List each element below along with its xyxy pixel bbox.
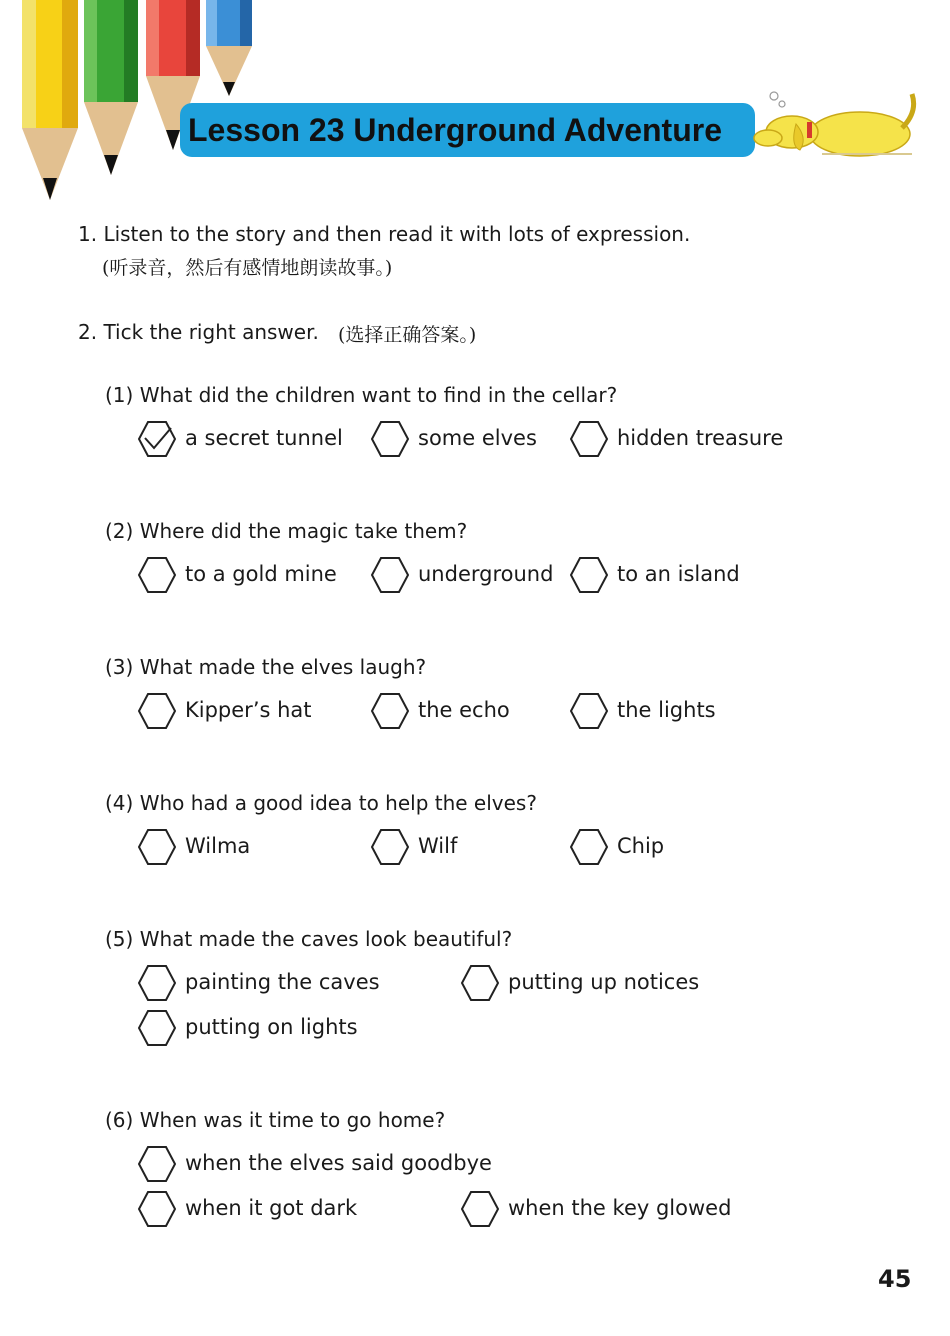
answer-option-label[interactable]: painting the caves (185, 970, 380, 994)
answer-option-label[interactable]: the lights (617, 698, 716, 722)
hexagon-checkbox-icon[interactable] (371, 557, 409, 593)
hexagon-checkbox-icon[interactable] (371, 693, 409, 729)
answer-option-label[interactable]: the echo (418, 698, 510, 722)
lesson-title: Lesson 23 Underground Adventure (188, 112, 722, 148)
hexagon-checkbox-icon[interactable] (138, 557, 176, 593)
question-prompt: (6) When was it time to go home? (105, 1108, 446, 1132)
hexagon-checkbox-icon[interactable] (138, 693, 176, 729)
answer-option-label[interactable]: hidden treasure (617, 426, 784, 450)
hexagon-checkbox-icon[interactable] (371, 421, 409, 457)
answer-option-label[interactable]: a secret tunnel (185, 426, 343, 450)
answer-option-label[interactable]: when it got dark (185, 1196, 358, 1220)
answer-option-label[interactable]: Wilma (185, 834, 251, 858)
answer-option-label[interactable]: putting up notices (508, 970, 700, 994)
hexagon-checkbox-icon[interactable] (570, 829, 608, 865)
answer-option-label[interactable]: putting on lights (185, 1015, 358, 1039)
question-prompt: (5) What made the caves look beautiful? (105, 927, 513, 951)
answer-option-label[interactable]: to an island (617, 562, 740, 586)
hexagon-checkbox-icon[interactable] (138, 1010, 176, 1046)
answer-option-label[interactable]: underground (418, 562, 554, 586)
hexagon-checkbox-icon[interactable] (570, 421, 608, 457)
instruction-2: 2. Tick the right answer. (78, 320, 319, 344)
hexagon-checkbox-icon[interactable] (371, 829, 409, 865)
answer-option-label[interactable]: when the key glowed (508, 1196, 732, 1220)
lesson-title-banner (180, 103, 755, 157)
answer-option-label[interactable]: some elves (418, 426, 537, 450)
hexagon-checkbox-icon[interactable] (461, 1191, 499, 1227)
page-number: 45 (878, 1265, 912, 1293)
checked-hexagon-checkbox-icon[interactable] (138, 421, 176, 457)
hexagon-checkbox-icon[interactable] (570, 693, 608, 729)
hexagon-checkbox-icon[interactable] (138, 1191, 176, 1227)
green-pencil-icon (84, 0, 138, 175)
sleeping-dog-icon (752, 88, 922, 168)
answer-option-label[interactable]: to a gold mine (185, 562, 337, 586)
blue-pencil-icon (206, 0, 252, 96)
answer-option-label[interactable]: when the elves said goodbye (185, 1151, 492, 1175)
hexagon-checkbox-icon[interactable] (461, 965, 499, 1001)
instruction-2-chinese: (选择正确答案。) (338, 324, 477, 346)
tick-mark-icon (145, 428, 171, 448)
answer-option-label[interactable]: Kipper’s hat (185, 698, 312, 722)
hexagon-checkbox-icon[interactable] (138, 1146, 176, 1182)
answer-option-label[interactable]: Wilf (418, 834, 458, 858)
yellow-pencil-icon (22, 0, 78, 200)
hexagon-checkbox-icon[interactable] (138, 829, 176, 865)
instruction-1: 1. Listen to the story and then read it with lots of expression. (78, 222, 691, 246)
hexagon-checkbox-icon[interactable] (138, 965, 176, 1001)
question-prompt: (4) Who had a good idea to help the elves? (105, 791, 537, 815)
hexagon-checkbox-icon[interactable] (570, 557, 608, 593)
question-prompt: (2) Where did the magic take them? (105, 519, 468, 543)
question-prompt: (3) What made the elves laugh? (105, 655, 427, 679)
instruction-1-chinese: (听录音，然后有感情地朗读故事。) (102, 257, 393, 279)
answer-option-label[interactable]: Chip (617, 834, 665, 858)
question-prompt: (1) What did the children want to find in the cellar? (105, 383, 618, 407)
